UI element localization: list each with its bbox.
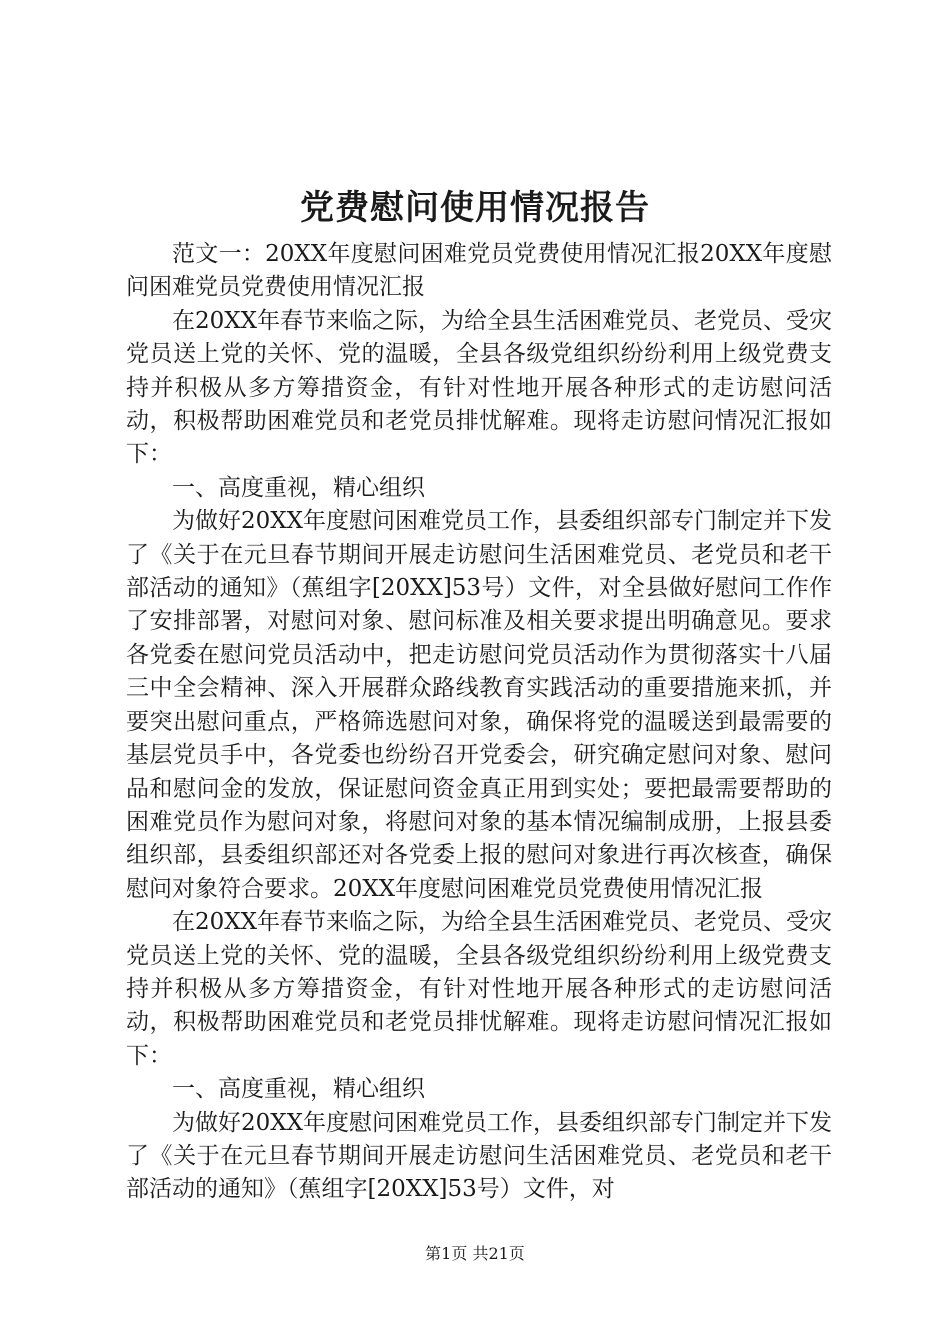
document-body: [126, 238, 832, 1207]
paragraph-background-repeat: 在20XX年春节来临之际，为给全县生活困难党员、老党员、受灾党员送上党的关怀、党的温暖，全县各级党组织纷纷利用上级党费支持并积极从多方筹措资金，有针对性地开展各种形式的走访慰问活动，积极帮助困难党员和老党员排忧解难。现将走访慰问情况汇报如下：: [126, 909, 833, 1069]
section-heading-repeat: 一、高度重视，精心组织: [172, 1076, 425, 1103]
document-title: 党费慰问使用情况报告: [300, 188, 650, 228]
paragraph-details-repeat: 为做好20XX年度慰问困难党员工作，县委组织部专门制定并下发了《关于在元旦春节期间开展走访慰问生活困难党员、老党员和老干部活动的通知》（蕉组字[20XX]53号）文件，对: [126, 1109, 833, 1203]
paragraph-intro: 范文一：20XX年度慰问困难党员党费使用情况汇报20XX年度慰问困难党员党费使用情况汇报: [126, 241, 832, 301]
paragraph-background: 在20XX年春节来临之际，为给全县生活困难党员、老党员、受灾党员送上党的关怀、党的温暖，全县各级党组织纷纷利用上级党费支持并积极从多方筹措资金，有针对性地开展各种形式的走访慰问活动，积极帮助困难党员和老党员排忧解难。现将走访慰问情况汇报如下：: [126, 307, 833, 468]
page-number-footer: 第1页 共21页: [425, 1244, 525, 1263]
paragraph-details: 为做好20XX年度慰问困难党员工作，县委组织部专门制定并下发了《关于在元旦春节期间开展走访慰问生活困难党员、老党员和老干部活动的通知》（蕉组字[20XX]53号）文件，对全县做好慰问工作作了安排部署，对慰问对象、慰问标准及相关要求提出明确意见。要求各党委在慰问党员活动中，把走访慰问党员活动作为贯彻落实十八届三中全会精神、深入开展群众路线教育实践活动的重要措施来抓，并要突出慰问重点，严格筛选慰问对象，确保将党的温暖送到最需要的基层党员手中，各党委也纷纷召开党委会，研究确定慰问对象、慰问品和慰问金的发放，保证慰问资金真正用到实处；要把最需要帮助的困难党员作为慰问对象，将慰问对象的基本情况编制成册，上报县委组织部，县委组织部还对各党委上报的慰问对象进行再次核查，确保慰问对象符合要求。20XX年度慰问困难党员党费使用情况汇报: [126, 508, 833, 902]
section-heading: 一、高度重视，精心组织: [172, 474, 425, 501]
